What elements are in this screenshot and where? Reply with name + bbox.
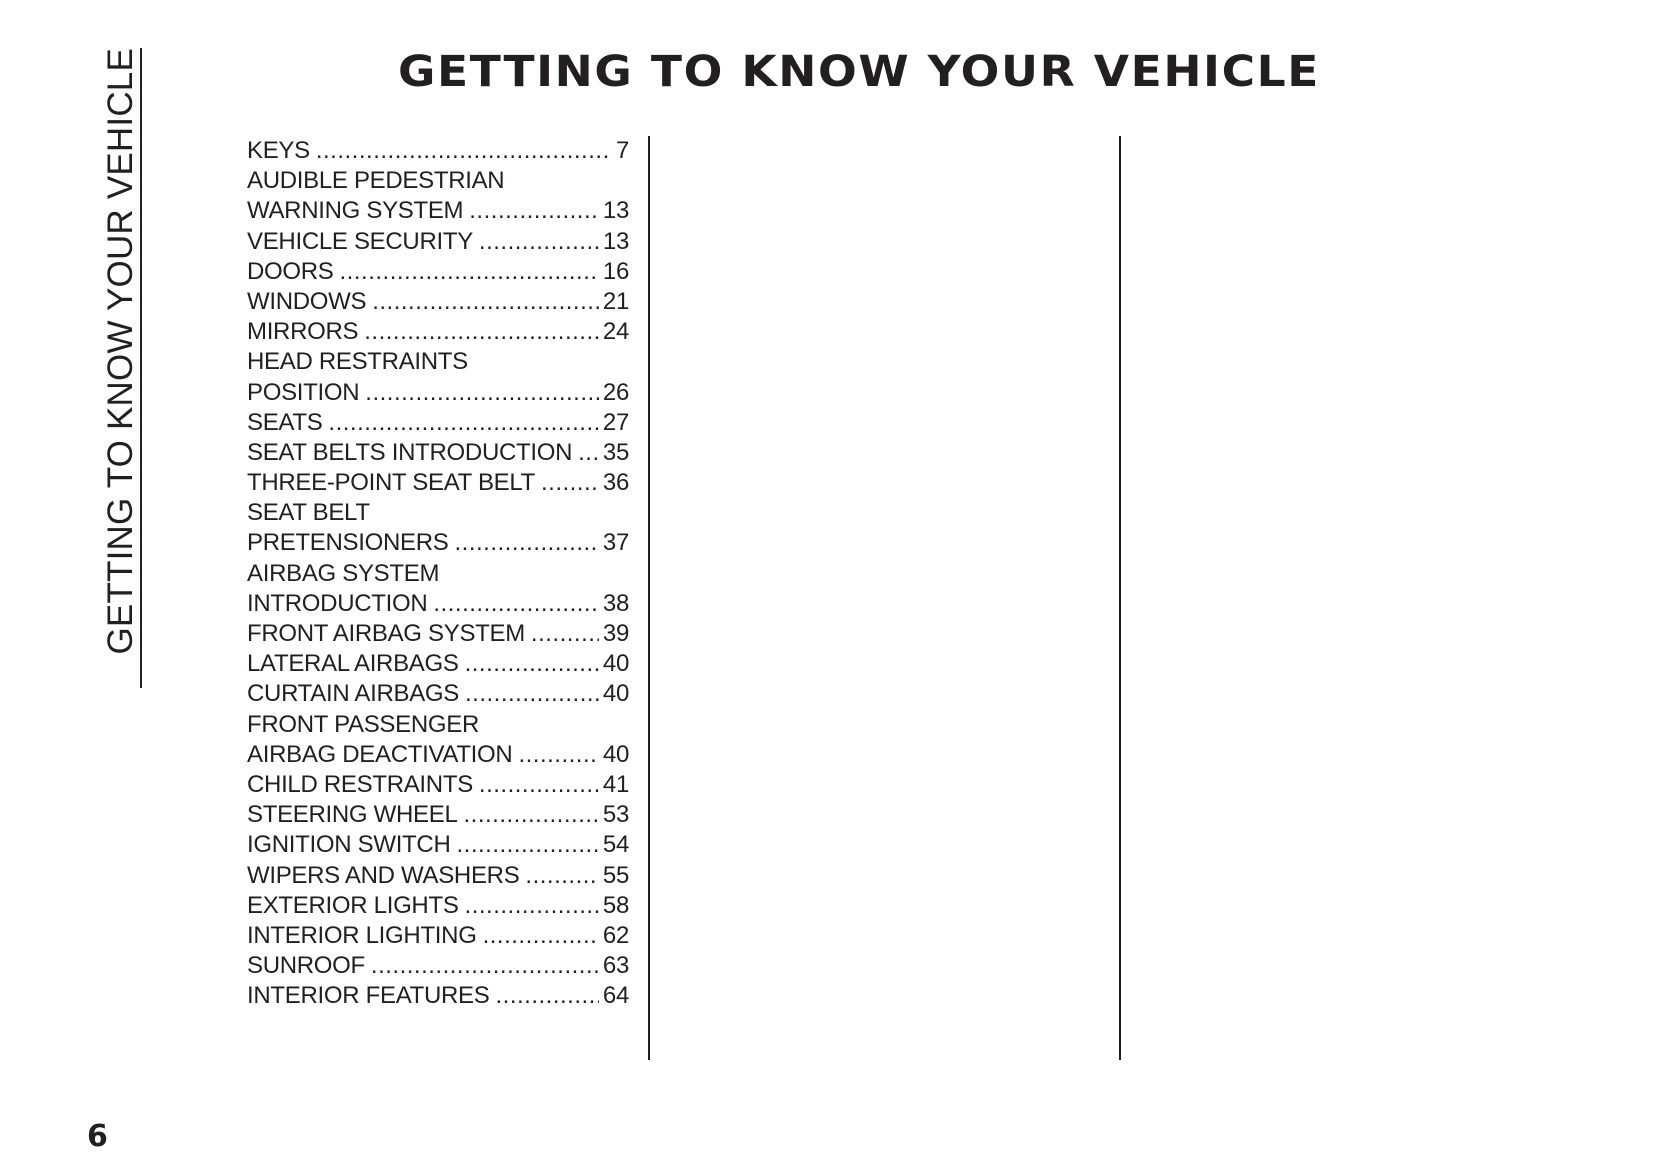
toc-entry[interactable] xyxy=(247,619,629,649)
toc-entry[interactable] xyxy=(247,679,629,709)
toc-entry-page: 40 xyxy=(602,740,629,768)
toc-entry[interactable] xyxy=(247,589,629,619)
toc-entry[interactable] xyxy=(247,136,629,166)
section-side-tab xyxy=(102,48,140,688)
toc-entry-label: AIRBAG DEACTIVATION xyxy=(247,740,513,768)
toc-leader-dots xyxy=(464,800,599,830)
toc-entry-page: 38 xyxy=(602,589,629,617)
toc-entry[interactable] xyxy=(247,951,629,981)
toc-entry-label: INTRODUCTION xyxy=(247,589,428,617)
toc-entry-label: WINDOWS xyxy=(247,287,367,315)
toc-entry-label: FRONT PASSENGER xyxy=(247,710,479,738)
page-title: GETTING TO KNOW YOUR VEHICLE xyxy=(398,47,1321,97)
toc-entry[interactable] xyxy=(247,468,629,498)
toc-leader-dots xyxy=(518,740,598,770)
toc-entry-label: SEAT BELT xyxy=(247,499,370,527)
toc-entry-label: HEAD RESTRAINTS xyxy=(247,348,468,376)
toc-leader-dots xyxy=(483,921,599,951)
toc-entry[interactable] xyxy=(247,408,629,438)
toc-entry[interactable] xyxy=(247,528,629,558)
toc-entry[interactable] xyxy=(247,438,629,468)
toc-entry-label: PRETENSIONERS xyxy=(247,529,449,557)
toc-leader-dots xyxy=(316,136,612,166)
toc-entry-heading xyxy=(247,710,629,740)
toc-entry-page: 24 xyxy=(602,318,629,346)
toc-entry-label: INTERIOR FEATURES xyxy=(247,982,490,1010)
toc-entry-label: AIRBAG SYSTEM xyxy=(247,559,440,587)
toc-leader-dots xyxy=(479,227,599,257)
toc-leader-dots xyxy=(531,619,599,649)
toc-entry[interactable] xyxy=(247,378,629,408)
table-of-contents xyxy=(247,136,629,1011)
toc-entry-page: 16 xyxy=(602,257,629,285)
toc-entry-page: 63 xyxy=(602,952,629,980)
toc-leader-dots xyxy=(365,378,599,408)
toc-entry-page: 53 xyxy=(602,801,629,829)
toc-leader-dots xyxy=(469,196,599,226)
toc-entry-heading xyxy=(247,498,629,528)
toc-leader-dots xyxy=(465,679,599,709)
toc-leader-dots xyxy=(433,589,599,619)
column-divider xyxy=(1119,136,1121,1060)
toc-entry-label: THREE-POINT SEAT BELT xyxy=(247,469,535,497)
toc-entry[interactable] xyxy=(247,800,629,830)
toc-leader-dots xyxy=(495,981,598,1011)
toc-entry-heading xyxy=(247,559,629,589)
toc-entry-label: CHILD RESTRAINTS xyxy=(247,770,473,798)
toc-entry-page: 37 xyxy=(602,529,629,557)
toc-leader-dots xyxy=(525,861,598,891)
section-side-tab-rule xyxy=(140,48,142,688)
toc-entry[interactable] xyxy=(247,981,629,1011)
toc-entry-label: MIRRORS xyxy=(247,318,359,346)
toc-entry-page: 58 xyxy=(602,891,629,919)
section-side-tab-label: GETTING TO KNOW YOUR VEHICLE xyxy=(101,48,140,655)
toc-leader-dots xyxy=(578,438,599,468)
toc-leader-dots xyxy=(454,528,598,558)
toc-entry-label: STEERING WHEEL xyxy=(247,801,458,829)
toc-entry-label: CURTAIN AIRBAGS xyxy=(247,680,459,708)
toc-entry-label: LATERAL AIRBAGS xyxy=(247,650,459,678)
toc-entry-label: EXTERIOR LIGHTS xyxy=(247,891,459,919)
toc-entry-page: 41 xyxy=(602,770,629,798)
toc-entry-label: AUDIBLE PEDESTRIAN xyxy=(247,167,505,195)
toc-entry[interactable] xyxy=(247,770,629,800)
toc-entry-label: WARNING SYSTEM xyxy=(247,197,464,225)
toc-entry-page: 40 xyxy=(602,680,629,708)
toc-leader-dots xyxy=(340,257,599,287)
toc-entry-page: 39 xyxy=(602,620,629,647)
toc-entry[interactable] xyxy=(247,196,629,226)
toc-entry-label: POSITION xyxy=(247,378,360,406)
toc-entry-label: SEAT BELTS INTRODUCTION xyxy=(247,438,573,466)
toc-entry-page: 36 xyxy=(602,469,629,497)
toc-leader-dots xyxy=(371,951,599,981)
toc-entry-page: 13 xyxy=(602,227,629,255)
toc-entry-page: 40 xyxy=(602,650,629,678)
toc-entry[interactable] xyxy=(247,227,629,257)
toc-entry-label: VEHICLE SECURITY xyxy=(247,227,473,255)
toc-leader-dots xyxy=(541,468,599,498)
toc-entry[interactable] xyxy=(247,649,629,679)
toc-entry-page: 13 xyxy=(602,197,629,225)
toc-entry-label: WIPERS AND WASHERS xyxy=(247,861,520,889)
toc-entry[interactable] xyxy=(247,740,629,770)
toc-entry-heading xyxy=(247,347,629,377)
toc-entry-label: KEYS xyxy=(247,137,310,164)
toc-leader-dots xyxy=(465,649,599,679)
toc-entry-label: SUNROOF xyxy=(247,952,365,980)
toc-entry-page: 27 xyxy=(602,408,629,436)
toc-leader-dots xyxy=(465,891,599,921)
toc-entry[interactable] xyxy=(247,287,629,317)
toc-entry[interactable] xyxy=(247,830,629,860)
toc-entry-label: INTERIOR LIGHTING xyxy=(247,921,477,949)
toc-leader-dots xyxy=(479,770,599,800)
toc-entry[interactable] xyxy=(247,891,629,921)
toc-entry-page: 62 xyxy=(602,921,629,949)
toc-leader-dots xyxy=(457,830,599,860)
toc-entry[interactable] xyxy=(247,861,629,891)
toc-entry[interactable] xyxy=(247,921,629,951)
toc-entry-page: 7 xyxy=(615,137,629,164)
toc-entry-page: 35 xyxy=(602,438,629,466)
toc-entry-label: SEATS xyxy=(247,408,323,436)
toc-entry[interactable] xyxy=(247,317,629,347)
page-number: 6 xyxy=(87,1119,108,1154)
toc-entry-label: DOORS xyxy=(247,257,334,285)
toc-entry[interactable] xyxy=(247,257,629,287)
toc-leader-dots xyxy=(372,287,599,317)
toc-entry-page: 64 xyxy=(602,982,629,1010)
toc-entry-heading xyxy=(247,166,629,196)
toc-entry-label: IGNITION SWITCH xyxy=(247,831,451,859)
toc-leader-dots xyxy=(364,317,599,347)
toc-entry-page: 55 xyxy=(602,861,629,889)
column-divider xyxy=(648,136,650,1060)
toc-entry-page: 21 xyxy=(602,287,629,315)
toc-entry-label: FRONT AIRBAG SYSTEM xyxy=(247,620,525,647)
toc-entry-page: 26 xyxy=(602,378,629,406)
toc-entry-page: 54 xyxy=(602,831,629,859)
toc-leader-dots xyxy=(328,408,598,438)
